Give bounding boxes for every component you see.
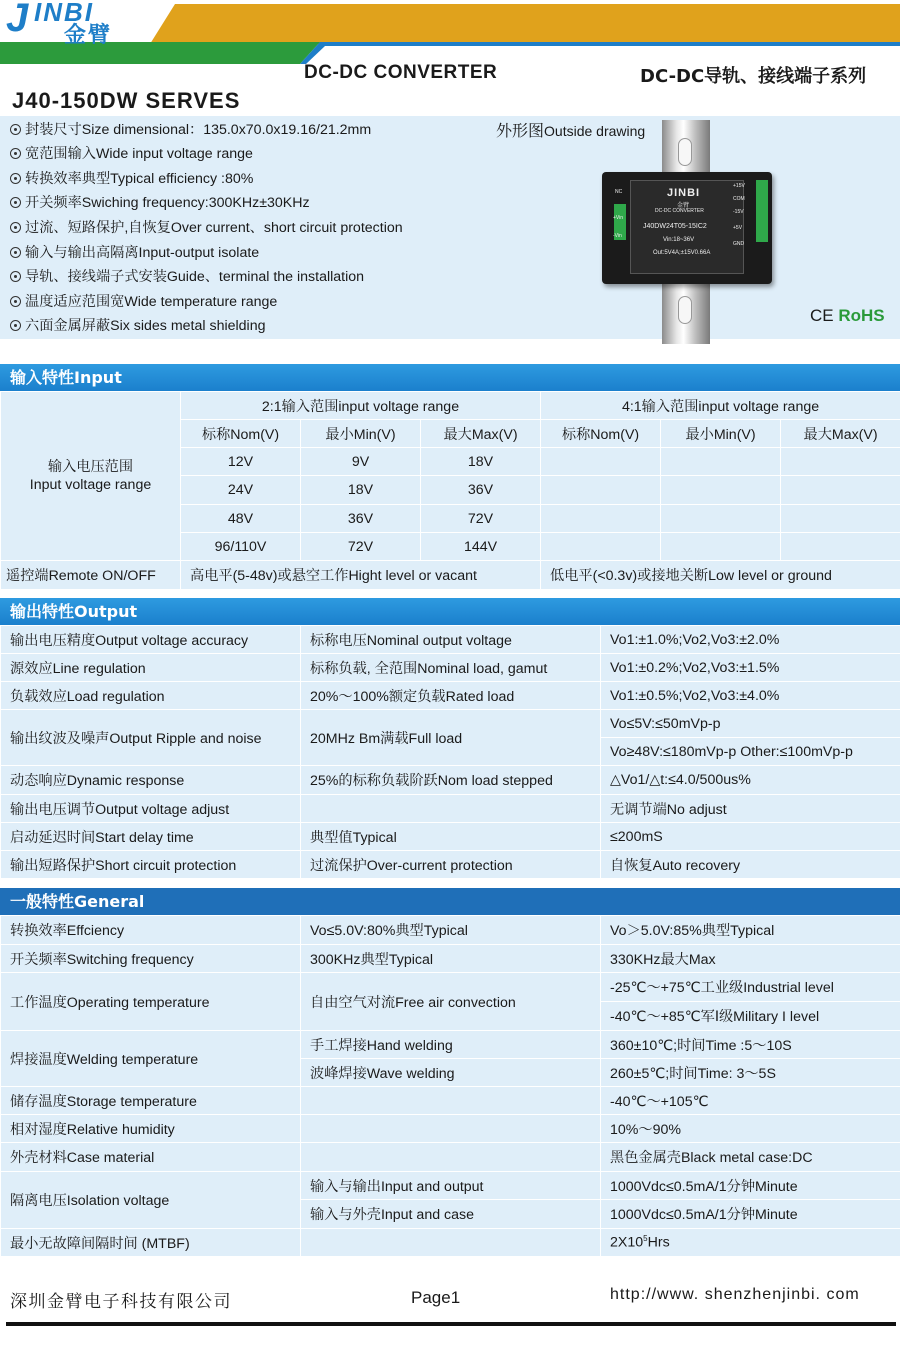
table-row: 负载效应Load regulation 20%～100%额定负载Rated load Vo1:±0.5%;Vo2,Vo3:±4.0%	[1, 682, 900, 710]
table-row: 隔离电压Isolation voltage 输入与输出Input and output 1000Vdc≤0.5mA/1分钟Minute	[1, 1172, 900, 1200]
table-row: 开关频率Switching frequency 300KHz典型Typical 330KHz最大Max	[1, 945, 900, 973]
feature-item: 过流、短路保护,自恢复Over current、short circuit protection	[10, 217, 403, 237]
max-header: 最大Max(V)	[421, 420, 541, 448]
nom-header: 标称Nom(V)	[181, 420, 301, 448]
table-row: 相对湿度Relative humidity 10%～90%	[1, 1115, 900, 1143]
table-row: 波峰焊接Wave welding 260±5℃;时间Time: 3～5S	[1, 1059, 900, 1087]
table-row: 工作温度Operating temperature 自由空气对流Free air convection -25℃～+75℃工业级Industrial level	[1, 973, 900, 1002]
table-row: 转换效率Effciency Vo≤5.0V:80%典型Typical Vo＞5.0V:85%典型Typical	[1, 916, 900, 945]
ce-mark: CE	[810, 306, 834, 325]
table-row: -40℃～+85℃军Ⅰ级Military I level	[1, 1002, 900, 1031]
table-row: 启动延迟时间Start delay time 典型值Typical ≤200mS	[1, 823, 900, 851]
table-row: 12V 9V 18V	[1, 448, 900, 476]
table-row: 最小无故障间隔时间 (MTBF) $2X10^5Hrs$	[1, 1229, 900, 1257]
min-header: 最小Min(V)	[661, 420, 781, 448]
range-21-header: 2:1输入范围input voltage range	[181, 392, 541, 420]
model-title: J40-150DW SERVES	[12, 88, 241, 113]
max-header: 最大Max(V)	[781, 420, 900, 448]
page-number: Page1	[411, 1288, 461, 1307]
table-row: 96/110V 72V 144V	[1, 533, 900, 561]
output-section-title: 输出特性Output	[0, 598, 900, 626]
feature-item: 温度适应范围宽Wide temperature range	[10, 291, 277, 311]
footer-company: 深圳金臂电子科技有限公司	[10, 1292, 232, 1311]
general-section-title: 一般特性General	[0, 888, 900, 916]
table-row: 外壳材料Case material 黑色金属壳Black metal case:DC	[1, 1143, 900, 1172]
outside-drawing-title: 外形图Outside drawing	[496, 123, 646, 140]
range-41-header: 4:1输入范围input voltage range	[541, 392, 900, 420]
table-row: 源效应Line regulation 标称负载, 全范围Nominal load, gamut Vo1:±0.2%;Vo2,Vo3:±1.5%	[1, 654, 900, 682]
feature-item: 封装尺寸Size dimensional：135.0x70.0x19.16/21.2mm	[10, 119, 371, 139]
general-table	[0, 915, 900, 1257]
footer-divider	[6, 1322, 896, 1326]
terminal-right	[756, 180, 768, 242]
website-link[interactable]: http://www. shenzhenjinbi. com	[610, 1286, 860, 1303]
product-type: DC-DC CONVERTER	[304, 62, 498, 83]
table-row: 输入与外壳Input and case 1000Vdc≤0.5mA/1分钟Minute	[1, 1200, 900, 1229]
input-table	[0, 391, 900, 590]
module-label: JINBI 金臂 DC-DC CONVERTER J40DW24T05-15IC2 Vin:18~36V Out:5V4A;±15V0.66A NC +Vin -Vin +15V COM -15V +5V GND	[630, 180, 744, 274]
company-logo: J INBI 金臂	[6, 0, 113, 48]
feature-item: 开关频率Swiching frequency:300KHz±30KHz	[10, 192, 310, 212]
min-header: 最小Min(V)	[301, 420, 421, 448]
table-row: 焊接温度Welding temperature 手工焊接Hand welding 360±10℃;时间Time :5～10S	[1, 1031, 900, 1059]
table-row: 输出电压精度Output voltage accuracy 标称电压Nominal output voltage Vo1:±1.0%;Vo2,Vo3:±2.0%	[1, 626, 900, 654]
feature-item: 六面金属屏蔽Six sides metal shielding	[10, 315, 265, 335]
table-row: 动态响应Dynamic response 25%的标称负载阶跃Nom load stepped △Vo1/△t:≤4.0/500us%	[1, 766, 900, 795]
feature-item: 导轨、接线端子式安装Guide、terminal the installation	[10, 266, 364, 286]
table-row: 输出纹波及噪声Output Ripple and noise 20MHz Bm满载Full load Vo≤5V:≤50mVp-p	[1, 710, 900, 738]
certification-marks	[810, 306, 885, 326]
table-row: 输出短路保护Short circuit protection 过流保护Over-current protection 自恢复Auto recovery	[1, 851, 900, 879]
table-row: 48V 36V 72V	[1, 505, 900, 533]
input-range-label: 输入电压范围 Input voltage range	[1, 392, 181, 561]
feature-item: 转换效率典型Typical efficiency :80%	[10, 168, 253, 188]
output-table	[0, 625, 900, 879]
feature-item: 输入与输出高隔离Input-output isolate	[10, 242, 259, 262]
table-row: Vo≥48V:≤180mVp-p Other:≤100mVp-p	[1, 738, 900, 766]
table-row: 储存温度Storage temperature -40℃～+105℃	[1, 1087, 900, 1115]
nom-header: 标称Nom(V)	[541, 420, 661, 448]
feature-item: 宽范围输入Wide input voltage range	[10, 143, 253, 163]
rohs-mark: RoHS	[838, 306, 885, 325]
series-title: DC-DC导轨、接线端子系列	[640, 66, 867, 87]
input-section-title: 输入特性Input	[0, 364, 900, 392]
table-row: 24V 18V 36V	[1, 476, 900, 505]
table-row: 输出电压调节Output voltage adjust 无调节端No adjust	[1, 795, 900, 823]
remote-row: 遥控端Remote ON/OFF 高电平(5-48v)或悬空工作Hight level or vacant 低电平(<0.3v)或接地关断Low level or ground	[1, 561, 900, 590]
